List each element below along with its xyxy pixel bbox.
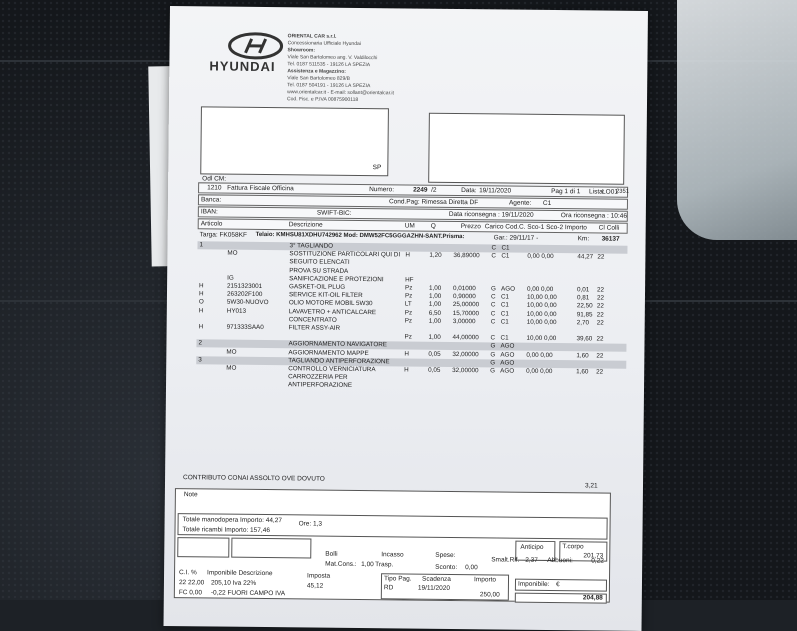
iva-row-code: 22 22,00 <box>178 579 205 587</box>
cell-um: Pz <box>404 309 413 317</box>
col-ci-colli: Cl Colli <box>598 224 620 232</box>
iban-label: IBAN: <box>200 208 218 216</box>
cell-c2: IG <box>227 274 234 282</box>
bolli: Bolli <box>325 550 338 558</box>
cell-desc: SEGUITO ELENCATI <box>289 258 350 267</box>
cell-iva: 22 <box>597 286 605 294</box>
cell-q: 1,00 <box>428 317 442 325</box>
cell-iva: 22 <box>596 319 604 327</box>
conai-value: 3,21 <box>584 482 598 490</box>
brand-name: HYUNDAI <box>209 58 276 75</box>
sconto-value: 0,00 <box>465 564 478 572</box>
cell-sc2: 0,00 0,00 <box>526 351 553 359</box>
numero-value: 2249 <box>413 186 428 194</box>
tot-ricambi: Totale ricambi Importo: 157,46 <box>182 526 270 535</box>
listino-label: Lista: <box>589 188 605 196</box>
empty-cell <box>177 537 229 558</box>
cell-cc: C <box>490 301 496 309</box>
cell-desc: PROVA SU STRADA <box>289 266 349 275</box>
cell-cc: G <box>490 367 496 375</box>
doc-type: Fattura Fiscale Officina <box>227 184 294 193</box>
cell-sc2: 0,00 0,00 <box>527 285 554 294</box>
cell-imp: 91,85 <box>576 310 593 319</box>
showroom-phone: Tel. 0187 511535 - 19126 LA SPEZIA <box>287 61 371 69</box>
cell-c2: 263202F100 <box>226 290 263 299</box>
fc-row-desc: -0,22 FUORI CAMPO IVA <box>210 589 286 598</box>
ora-riconsegna: Ora riconsegna : 10:46 <box>560 212 627 220</box>
vat-number: Cod. Fisc. e P.IVA 00875900118 <box>286 96 359 103</box>
cell-cc: C <box>490 318 496 326</box>
dealer-address <box>287 33 438 105</box>
agente-label: Agente: <box>508 199 532 207</box>
col-q: Q <box>430 222 436 230</box>
iva-row-imponibile: 205,10 Iva 22% <box>210 579 257 587</box>
hyundai-logo-icon <box>225 31 285 62</box>
cell-sc1: AGO <box>500 342 515 351</box>
empty-cell <box>231 538 311 559</box>
cell-sc1: C1 <box>501 244 510 252</box>
cell-cc: C <box>491 244 497 252</box>
cell-iva: 22 <box>596 311 604 319</box>
cell-cc: C <box>490 334 496 342</box>
listino-num: 2351 <box>616 188 630 195</box>
note-label: Note <box>183 491 198 499</box>
cell-iva: 22 <box>596 302 604 310</box>
imponibile-box <box>515 579 607 592</box>
cell-iva: 22 <box>596 294 605 302</box>
cell-sc2: 10,00 0,00 <box>526 293 557 302</box>
cell-prezzo: 3,00000 <box>452 317 476 326</box>
cell-prezzo: 0,90000 <box>452 293 476 301</box>
agente-value: C1 <box>542 199 552 208</box>
cell-c1: 2 <box>198 339 203 347</box>
cell-um: H <box>404 350 409 358</box>
cell-prezzo: 32,00000 <box>452 366 479 375</box>
imposta-label: Imposta <box>307 572 331 580</box>
vat-table <box>177 569 377 601</box>
customer-box-left <box>200 106 389 176</box>
cell-iva: 22 <box>596 368 604 376</box>
cell-prezzo: 0,01000 <box>453 284 476 293</box>
cell-imp: 44,27 <box>577 253 594 261</box>
cell-imp: 2,70 <box>576 319 590 327</box>
cell-c2: 2151323001 <box>227 282 263 290</box>
cell-sc2: 10,00 0,00 <box>526 318 557 326</box>
tipo-pag-value: RD <box>383 584 394 592</box>
cell-sc2: 0,00 0,00 <box>526 367 553 376</box>
cell-c1: H <box>198 323 204 331</box>
cell-sc1: C1 <box>500 310 509 318</box>
cell-sc1: AGO <box>501 285 516 293</box>
cell-cc: C <box>490 309 496 318</box>
cell-cc: G <box>490 350 496 359</box>
cell-um: Pz <box>404 333 412 341</box>
cell-q: 1,00 <box>428 301 442 309</box>
cell-desc: 3° TAGLIANDO <box>289 242 334 250</box>
cell-desc: CONTROLLO VERNICIATURA <box>288 365 376 374</box>
company-name: ORIENTAL CAR s.r.l. <box>287 33 337 40</box>
cell-sc1: C1 <box>500 318 509 326</box>
cell-c1: 3 <box>198 356 202 364</box>
abbuoni-value: 0,22 <box>591 557 604 565</box>
dealer-type: Concessionaria Ufficiale Hyundai <box>287 40 361 48</box>
cell-desc: SANIFICAZIONE E PROTEZIONI <box>289 275 384 284</box>
col-carico: Carico Cod.C. Sco-1 Sco-2 Importo <box>484 223 587 232</box>
cell-prezzo: 32,00000 <box>452 350 479 358</box>
cell-q: 0,05 <box>428 350 441 358</box>
invoice-lines <box>196 241 628 395</box>
trasporto: Trasp. <box>375 561 394 569</box>
cell-imp: 22,50 <box>576 302 593 310</box>
cell-prezzo: 36,89000 <box>453 252 480 260</box>
cell-desc: AGGIORNAMENTO MAPPE <box>288 348 369 357</box>
cell-um: Pz <box>404 317 413 325</box>
cell-desc: FILTER ASSY-AIR <box>288 324 341 332</box>
iva-row-imposta: 45,12 <box>306 582 324 590</box>
cell-desc: SOSTITUZIONE PARTICOLARI QUI DI <box>289 250 401 259</box>
cell-q: 1,00 <box>428 333 441 342</box>
cell-imp: 39,60 <box>576 335 593 343</box>
data-value: 19/11/2020 <box>479 187 512 195</box>
incasso: Incasso <box>381 551 404 559</box>
tot-manodopera: Totale manodopera Importo: 44,27 <box>182 516 283 525</box>
numero-suffix: /2 <box>431 186 437 194</box>
ore: Ore: 1,3 <box>298 520 323 528</box>
cell-c1: 1 <box>199 241 204 249</box>
cell-desc: SERVICE KIT-OIL FILTER <box>288 291 363 300</box>
cell-sc1: AGO <box>500 367 515 375</box>
imponibile-desc: Imponibile Descrizione <box>207 569 273 578</box>
page-num: Pag 1 di 1 <box>551 188 581 196</box>
cell-sc1: C1 <box>500 293 510 301</box>
cell-desc: CARROZZERIA PER <box>288 373 348 382</box>
cond-pag: Cond.Pag: Rimessa Diretta DF <box>388 198 479 207</box>
cell-imp: 1,60 <box>576 368 589 376</box>
euro-symbol: € <box>555 581 560 589</box>
cell-c2: MO <box>226 348 237 356</box>
imponibile-label: Imponibile: <box>517 580 550 589</box>
cell-sc1: AGO <box>500 351 515 359</box>
cell-sc1: C1 <box>500 301 509 309</box>
tipo-pag-label: Tipo Pag. <box>383 575 412 583</box>
cell-um: HF <box>405 276 414 284</box>
abbuoni-label: Abbuoni: <box>547 556 573 565</box>
cell-q: 0,05 <box>428 366 441 374</box>
payment-box <box>381 573 509 600</box>
importo-value: 250,00 <box>479 591 500 599</box>
listino-value: LO01 <box>602 188 619 196</box>
anticipo-label: Anticipo <box>520 543 544 551</box>
cell-cc: G <box>490 359 496 367</box>
cell-c1: H <box>198 290 204 298</box>
conai-text: CONTRIBUTO CONAI ASSOLTO OVE DOVUTO <box>183 474 325 483</box>
swift-label: SWIFT-BIC: <box>316 209 352 217</box>
col-prezzo: Prezzo <box>460 223 481 231</box>
cell-iva: 22 <box>596 352 604 360</box>
doc-code: 1210 <box>207 184 222 192</box>
cell-imp: 0,81 <box>576 294 590 302</box>
cell-cc: C <box>490 293 496 301</box>
telaio: Telaio: KMHSU81XDHU742962 Mod: DMW52FC5GGGAZHN-SANT.Prisma: <box>255 231 465 241</box>
mat-cons-value: 1,00 <box>361 561 374 569</box>
col-descrizione: Descrizione <box>288 221 323 229</box>
total-box <box>515 593 607 604</box>
col-um: UM <box>404 222 415 230</box>
cell-c1: H <box>198 306 204 314</box>
cell-desc: OLIO MOTORE MOBIL 5W30 <box>288 299 373 308</box>
cell-desc: LAVAVETRO + ANTICALCARE <box>288 307 377 316</box>
showroom-label: Showroom: <box>287 47 316 54</box>
cell-um: H <box>405 251 411 259</box>
mat-cons-label: Mat.Cons.: <box>325 560 357 568</box>
plastic-sheet <box>677 0 797 240</box>
website: www.orientalcar.it - E-mail: sollant@orientalcar.it <box>287 89 394 97</box>
odl-label: Odl CM: <box>202 175 227 183</box>
cell-q: 1,00 <box>429 284 442 292</box>
cell-imp: 0,01 <box>577 286 590 294</box>
cell-c2: HY013 <box>226 307 247 315</box>
cell-um: Pz <box>405 284 413 292</box>
tcorpo-label: T.corpo <box>562 543 584 551</box>
tcorpo-value: 201,73 <box>583 552 604 560</box>
bank-label: Banca: <box>200 196 222 204</box>
invoice-sheet <box>164 6 648 631</box>
cell-um: LT <box>404 300 412 308</box>
assist-label: Assistenza e Magazzino: <box>287 68 346 75</box>
scadenza-label: Scadenza <box>421 575 451 583</box>
cell-um: H <box>404 366 409 374</box>
customer-box-right <box>428 113 625 185</box>
sconto-label: Sconto: <box>435 563 458 572</box>
targa: Targa: FK058KF <box>199 231 247 239</box>
cell-sc2: 10,00 0,00 <box>526 334 557 343</box>
cell-sc1: C1 <box>500 334 509 342</box>
data-label: Data: <box>461 187 477 195</box>
cell-prezzo: 25,00000 <box>452 301 480 309</box>
cell-imp: 1,60 <box>576 351 589 359</box>
cell-cc: G <box>491 285 496 293</box>
scadenza-value: 19/11/2020 <box>417 584 451 592</box>
fc-row-code: FC 0,00 <box>178 589 203 597</box>
cell-c1: O <box>198 298 204 306</box>
showroom-address: Viale San Bartolomeo ang. V. Valdilocchi <box>287 54 378 62</box>
cell-prezzo: 15,70000 <box>452 309 480 317</box>
cell-sc2: 10,00 0,00 <box>526 310 557 318</box>
numero-label: Numero: <box>369 186 395 194</box>
cell-cc: C <box>491 252 496 260</box>
cell-c2: MO <box>227 249 238 257</box>
assist-address: Viale San Bartolomeo 829/B <box>287 75 351 82</box>
cell-desc: TAGLIANDO ANTIPERFORAZIONE <box>288 357 390 366</box>
spese: Spese: <box>435 551 456 560</box>
ci-label: C.I. % <box>179 569 197 577</box>
cell-iva: 22 <box>596 335 604 343</box>
cell-c1: H <box>199 282 204 290</box>
cell-sc1: C1 <box>501 252 510 260</box>
cell-iva: 22 <box>597 253 605 261</box>
cell-sc1: AGO <box>500 359 515 367</box>
smalt-value: 2,37 <box>525 556 538 564</box>
garanzia: Gar.: 29/11/17 - <box>493 234 539 242</box>
cell-q: 1,00 <box>428 292 442 301</box>
cell-c2: 5W30-NUOVO <box>226 299 269 307</box>
assist-phone: Tel. 0187 504191 - 19126 LA SPEZIA <box>287 82 371 90</box>
cell-desc: CONCENTRATO <box>288 316 337 324</box>
cell-um: Pz <box>404 292 413 300</box>
smalt-label: Smalt.Rif. <box>491 556 520 564</box>
cell-desc: ANTIPERFORAZIONE <box>287 381 353 390</box>
col-articolo: Articolo <box>200 220 223 228</box>
cell-prezzo: 44,00000 <box>452 334 479 342</box>
cell-q: 1,20 <box>429 251 442 260</box>
cell-sc2: 0,00 0,00 <box>527 252 554 261</box>
cell-c2: MO <box>226 364 237 372</box>
importo-label: Importo <box>473 576 497 584</box>
km-value: 36137 <box>601 235 620 243</box>
sp-label: SP <box>372 164 382 172</box>
cell-sc2: 10,00 0,00 <box>526 302 557 310</box>
cell-q: 6,50 <box>428 309 442 317</box>
expenses-row <box>325 549 615 574</box>
cell-desc: AGGIORNAMENTO NAVIGATORE <box>288 340 388 349</box>
total-value: 204,88 <box>582 594 603 602</box>
cell-cc: G <box>490 342 496 350</box>
cell-desc: GASKET-OIL PLUG <box>289 283 346 291</box>
km-label: Km: <box>577 235 590 243</box>
data-riconsegna: Data riconsegna : 19/11/2020 <box>448 210 534 219</box>
totals-row <box>177 513 607 540</box>
cell-c2: 971333SAA0 <box>226 323 264 331</box>
totals-panel <box>174 488 611 603</box>
